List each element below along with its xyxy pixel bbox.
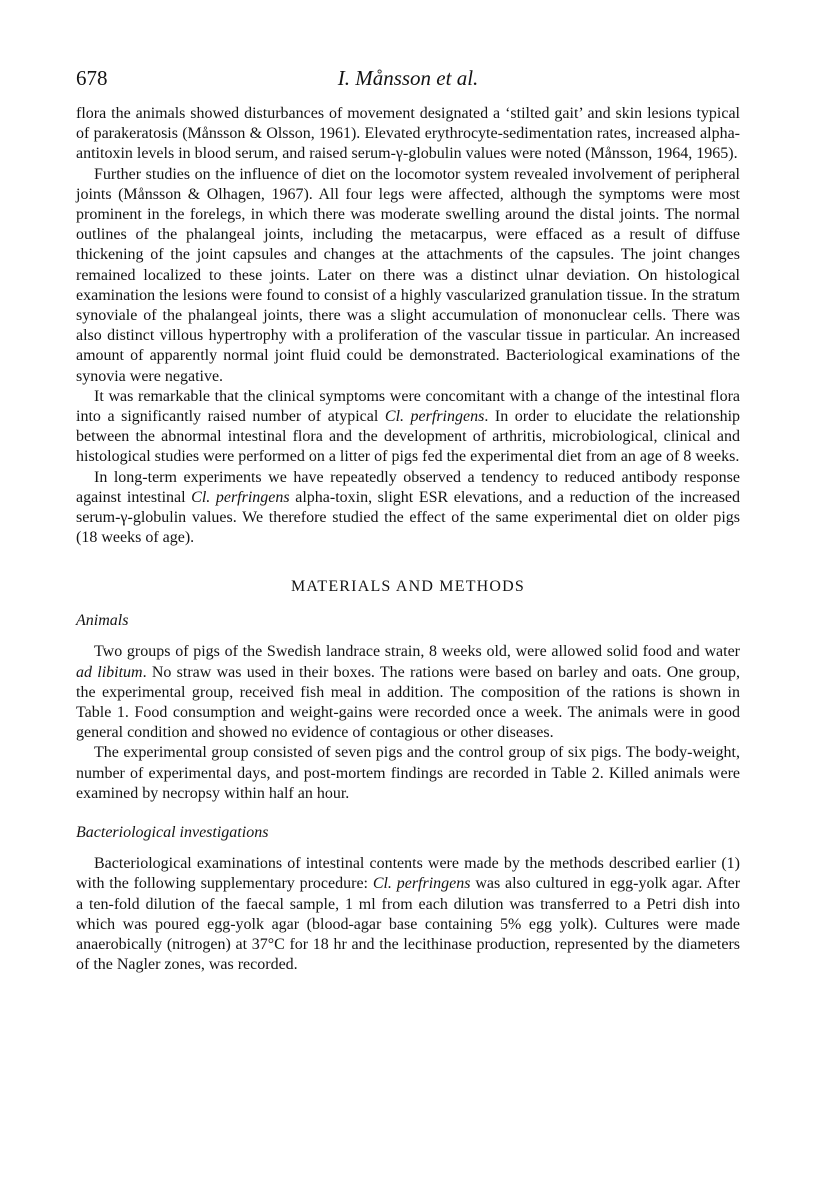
species-name: Cl. perfringens: [191, 488, 290, 506]
species-name: Cl. perfringens: [372, 875, 471, 893]
animals-paragraph-1: [76, 642, 740, 743]
animals-paragraph-2: The experimental group consisted of seven pigs and the control group of six pigs. The body-weight, number of experimental days, and post-mortem findings are recorded in Table 2. Killed animals were examined by necropsy within half an hour.: [76, 744, 740, 802]
running-header: [76, 66, 740, 98]
intro-paragraph-1: flora the animals showed disturbances of movement designated a ‘stilted gait’ and skin lesions typical of parakeratosis (Månsson & Olsson, 1961). Elevated erythrocyte-sedimentation rates, increased alpha-antitoxin levels in blood serum, and raised serum-γ-globulin values were noted (Månsson, 1964, 1965).: [76, 105, 740, 163]
subsection-heading-animals: Animals: [76, 612, 129, 630]
species-name: Cl. perfringens: [384, 408, 485, 426]
intro-paragraph-3: [76, 387, 740, 468]
intro-paragraph-4: [76, 468, 740, 549]
text-run: was also cultured in egg-yolk agar. After a ten-fold dilution of the faecal sample, 1 ml from each dilution was transferred to a Petri dish into which was poured egg-yolk agar (blood-agar base containing 5% egg yolk). Cultures were made anaerobically (nitrogen) at 37°C for 18 hr and the lecithinase production, represented by the diameters of the Nagler zones, was recorded.: [76, 875, 741, 974]
subsection-heading-bacteriology: Bacteriological investigations: [76, 824, 269, 842]
text-run: . In order to elucidate the relationship between the abnormal intestinal flora and the development of arthritis, microbiological, clinical and histological studies were performed on a litter of pigs fed the experimental diet from an age of 8 weeks.: [76, 408, 741, 466]
page-number: 678: [76, 66, 108, 90]
text-run: Two groups of pigs of the Swedish landrace strain, 8 weeks old, were allowed solid food and water: [94, 643, 740, 661]
article-body: [76, 104, 740, 975]
running-head-authors: I. Månsson et al.: [337, 66, 479, 90]
text-run: It was remarkable that the clinical symptoms were concomitant with a change of the intestinal flora into a significantly raised number of atypical: [76, 387, 740, 426]
bacteriology-paragraph-1: [76, 854, 740, 975]
text-run: . No straw was used in their boxes. The rations were based on barley and oats. One group, the experimental group, received fish meal in addition. The composition of the rations is shown in Table 1. Food consumption and weight-gains were recorded once a week. The animals were in good general condition and showed no evidence of contagious or other diseases.: [76, 663, 741, 742]
section-heading: MATERIALS AND METHODS: [290, 578, 526, 596]
latin-phrase: ad libitum: [76, 663, 143, 681]
text-run: alpha-toxin, slight ESR elevations, and a reduction of the increased serum-γ-globulin values. We therefore studied the effect of the same experimental diet on older pigs (18 weeks of age).: [76, 488, 741, 547]
text-run: Bacteriological examinations of intestinal contents were made by the methods described earlier (1) with the following supplementary procedure:: [76, 855, 740, 893]
intro-paragraph-2: Further studies on the influence of diet on the locomotor system revealed involvement of peripheral joints (Månsson & Olhagen, 1967). All four legs were affected, although the symptoms were most prominent in the forelegs, in which there was moderate swelling around the distal joints. The normal outlines of the phalangeal joints, including the metacarpus, were effaced as a result of diffuse thickening of the joint capsules and changes at the attachments of the capsules. The joint changes remained localized to these joints. Later on there was a distinct ulnar deviation. On histological examination the lesions were found to consist of a highly vascularized granulation tissue. In the stratum synoviale of the phalangeal joints, there was a slight accumulation of mononuclear cells. There was also distinct villous hypertrophy with a proliferation of the vascular tissue in particular. An increased amount of apparently normal joint fluid could be demonstrated. Bacteriological examinations of the synovia were negative.: [76, 165, 740, 385]
text-run: In long-term experiments we have repeatedly observed a tendency to reduced antibody response against intestinal: [76, 468, 740, 506]
